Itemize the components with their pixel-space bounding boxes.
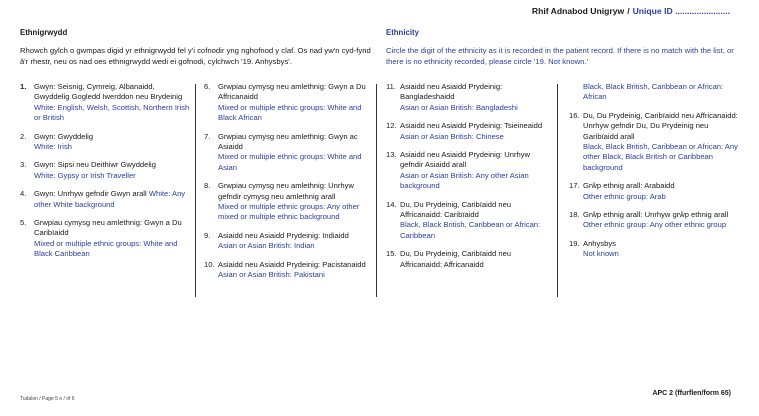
option-text-cy: Asiaidd neu Asiaidd Prydeinig: Indiaidd [218,230,349,240]
option-text-cy: Asiaidd neu Asiaidd Prydeinig: Bangladeshaidd [400,82,503,102]
welsh-section-title: Ethnigrwydd [20,28,68,37]
option-text-cy: Grwpiau cymysg neu amlethnig: Gwyn a Du Caribïaidd [34,218,182,238]
option-number[interactable]: 16. [569,110,580,120]
option-text-en: Asian or Asian British: Any other Asian background [400,170,529,191]
option-number[interactable]: 14. [386,199,397,209]
option-number[interactable]: 3. [20,160,27,170]
option-number[interactable]: 15. [386,249,397,259]
option-text-cy: Gwyn: Unrhyw gefndir Gwyn arall [34,189,147,199]
ethnicity-option-1[interactable] [20,82,190,124]
option-text-cy: Du, Du Prydeinig, Caribïaidd neu Affricanaidd: Affricanaidd [400,249,512,269]
ethnicity-option-14[interactable] [386,200,552,242]
option-text-en: Other ethnic group: Arab [583,191,666,201]
ethnicity-option-7[interactable] [204,132,370,174]
unique-id-label-en[interactable]: Unique ID ....................... [632,6,730,16]
option-text-en: White: English, Welsh, Scottish, Northern Irish or British [34,102,190,123]
option-number[interactable]: 9. [204,230,211,240]
ethnicity-option-6[interactable] [204,82,370,124]
ethnicity-option-5[interactable] [20,218,190,260]
option-text-en: Mixed or multiple ethnic groups: White and Black African [218,102,362,123]
option-number[interactable]: 2. [20,131,27,141]
unique-id-header [532,6,730,16]
option-text-cy: Grŵp ethnig arall: Unrhyw grŵp ethnig arall [583,210,729,220]
option-number[interactable]: 10. [204,259,215,269]
ethnicity-option-11[interactable] [386,82,552,113]
option-text-en: Asian or Asian British: Indian [218,241,315,251]
option-text-cy: Asiaidd neu Asiaidd Prydeinig: Pacistanaidd [218,259,366,269]
ethnicity-column-1 [20,82,190,268]
unique-id-separator: / [627,6,630,16]
option-number[interactable]: 4. [20,189,27,199]
option-text-cy: Du, Du Prydeinig, Caribïaidd neu Affricanaidd: Caribïaidd [400,199,512,220]
option-text-en: Mixed or multiple ethnic groups: White and Asian [218,152,362,172]
ethnicity-column-2 [204,82,370,289]
welsh-instructions [20,28,376,67]
ethnicity-column-4 [569,82,739,268]
option-text-en: Asian or Asian British: Pakistani [218,270,325,280]
ethnicity-column-3 [386,82,552,278]
column-divider [557,84,558,297]
english-intro-text: Circle the digit of the ethnicity as it is recorded in the patient record. If there is no match with the list, or there is no ethnicity recorded, please circle '19. Not known.' [386,46,734,66]
ethnicity-option-12[interactable] [386,121,552,142]
option-number[interactable]: 13. [386,150,397,160]
ethnicity-option-2[interactable] [20,132,190,153]
option-number[interactable]: 6. [204,82,211,91]
option-text-en: White: Gypsy or Irish Traveller [34,170,136,180]
option-number[interactable]: 18. [569,210,580,220]
option-text-en: Asian or Asian British: Chinese [400,131,504,141]
column-divider [195,84,196,297]
ethnicity-option-19[interactable] [569,239,739,260]
option-text-en: White: Any other White background [34,189,186,209]
english-instructions [386,28,738,67]
option-text-en: Mixed or multiple ethnic groups: White and Black Caribbean [34,238,178,259]
option-number[interactable]: 5. [20,218,27,228]
option-text-cy: Grwpiau cymysg neu amlethnig: Unrhyw gefndir cymysg neu amlethnig arall [218,181,354,201]
option-text-en: White: Irish [34,142,72,152]
option-text-cy: Grwpiau cymysg neu amlethnig: Gwyn ac Asiaidd [218,131,358,152]
ethnicity-option-9[interactable] [204,231,370,252]
option-number[interactable]: 17. [569,181,580,191]
unique-id-label-cy: Rhif Adnabod Unigryw [531,6,625,16]
option-15-text-en: Black, Black British, Caribbean or African: African [583,82,724,102]
option-number[interactable]: 19. [569,238,580,248]
column-divider [376,84,377,297]
ethnicity-option-13[interactable] [386,150,552,192]
ethnicity-option-4[interactable] [20,189,190,210]
option-text-cy: Grŵp ethnig arall: Arabaidd [583,181,675,191]
option-text-en: Black, Black British, Caribbean or African: Caribbean [400,220,541,240]
option-number[interactable]: 12. [386,121,397,131]
option-text-cy: Asiaidd neu Asiaidd Prydeinig: Unrhyw gefndir Asiaidd arall [400,150,531,170]
ethnicity-option-17[interactable] [569,181,739,202]
ethnicity-option-18[interactable] [569,210,739,231]
option-text-cy: Gwyn: Sipsi neu Deithiwr Gwyddelig [34,160,156,170]
option-text-en: Mixed or multiple ethnic groups: Any other mixed or multiple ethnic background [218,202,360,222]
option-text-cy: Du, Du Prydeinig, Caribïaidd neu Affricanaidd: Unrhyw gefndir Du, Du Prydeinig neu Garibïaidd arall [583,110,738,141]
option-text-cy: Anhysbys [583,238,616,248]
option-text-cy: Gwyn: Gwyddelig [34,131,94,141]
option-text-en: Other ethnic group: Any other ethnic group [583,220,727,230]
form-reference: APC 2 (ffurflen/form 65) [652,390,731,397]
option-number[interactable]: 1. [20,82,27,91]
ethnicity-option-16[interactable] [569,111,739,173]
option-text-en: Asian or Asian British: Bangladeshi [400,102,518,112]
ethnicity-option-10[interactable] [204,260,370,281]
page-number: Tudalen / Page 5 o / of 6 [20,396,75,402]
option-text-cy: Grwpiau cymysg neu amlethnig: Gwyn a Du Affricanaidd [218,82,366,102]
welsh-intro-text: Rhowch gylch o gwmpas digid yr ethnigrwydd fel y'i cofnodir yng nghofnod y claf. Os nad yw'n cyd-fynd â'r rhestr, neu os nad oes ethnigrwydd wedi ei gofnodi, cylchwch '19. Anhysbys'. [20,46,371,66]
ethnicity-option-15[interactable] [386,249,552,270]
option-text-cy: Asiaidd neu Asiaidd Prydeinig: Tsieineaidd [400,121,543,131]
option-number[interactable]: 11. [386,82,396,91]
ethnicity-option-8[interactable] [204,181,370,223]
option-text-cy: Gwyn: Seisnig, Cymreig, Albanaidd, Gwyddelig Gogledd Iwerddon neu Brydeinig [34,82,183,102]
option-number[interactable]: 7. [204,131,211,141]
ethnicity-option-3[interactable] [20,160,190,181]
option-text-en: Black, Black British, Caribbean or African: Any other Black, Black British or Caribbean background [583,142,738,172]
option-number[interactable]: 8. [204,181,211,191]
option-text-en: Not known [583,249,619,259]
english-section-title: Ethnicity [386,28,419,37]
